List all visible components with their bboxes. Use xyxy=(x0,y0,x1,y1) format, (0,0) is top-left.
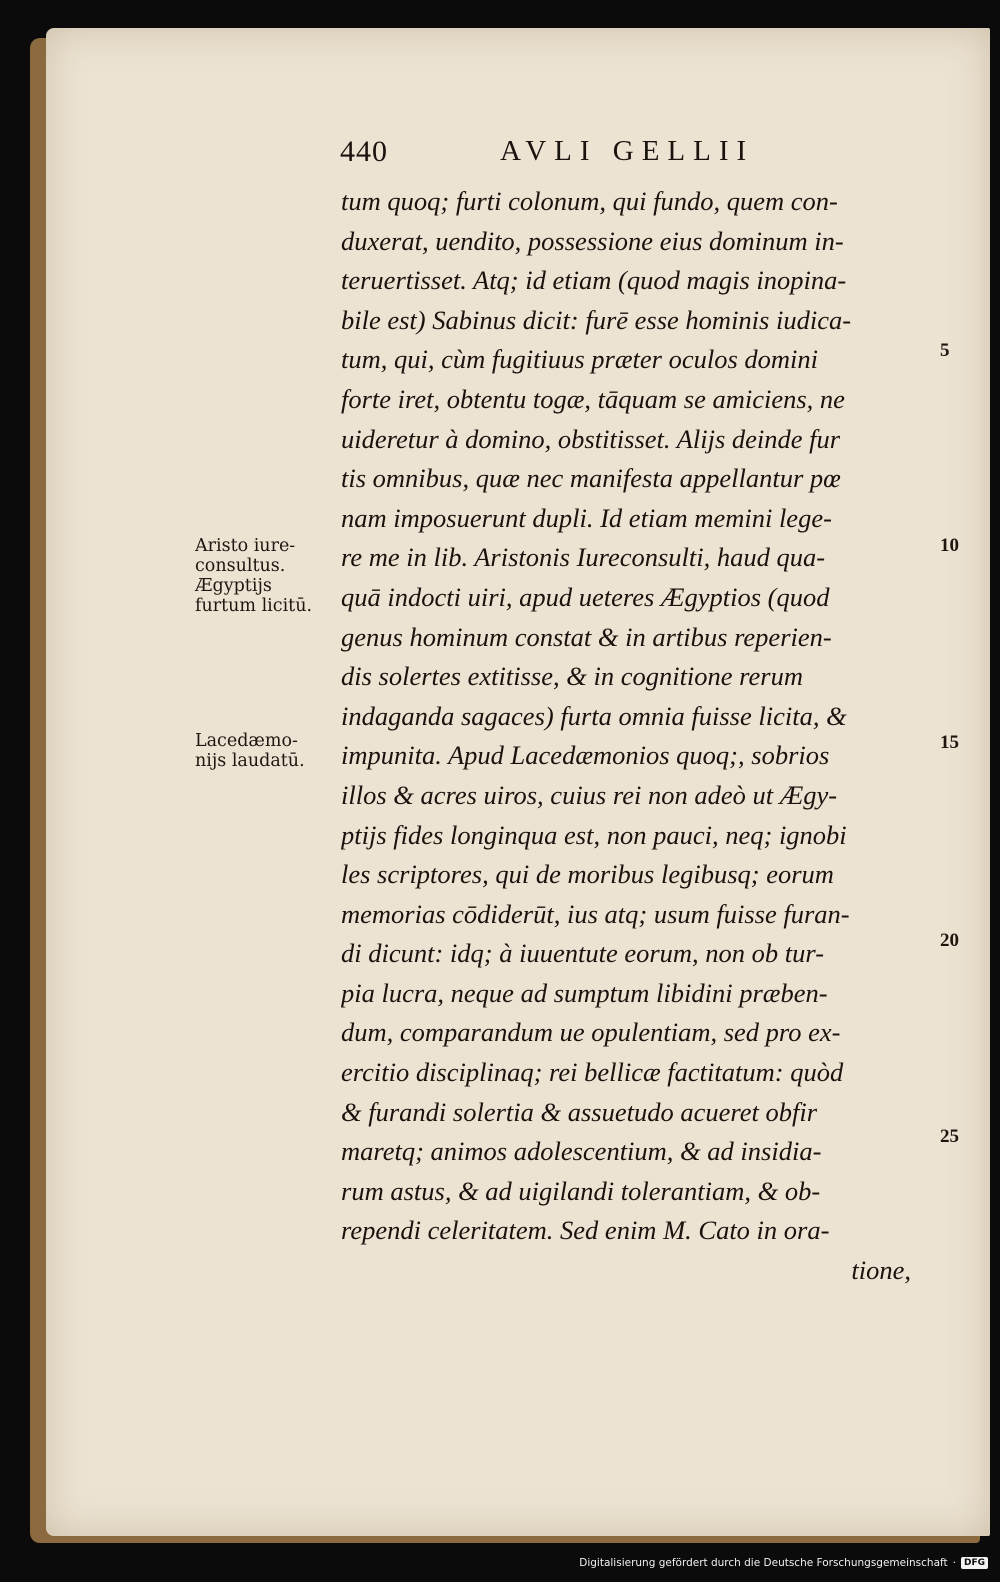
text-line: tis omnibus, quæ nec manifesta appellantur pœ xyxy=(341,463,841,494)
footer-text: Digitalisierung gefördert durch die Deutsche Forschungsgemeinschaft xyxy=(579,1557,948,1569)
text-line: re me in lib. Aristonis Iureconsulti, haud qua- xyxy=(341,542,826,573)
text-line: quā indocti uiri, apud ueteres Ægyptios (quod xyxy=(341,581,830,612)
text-line: ptijs fides longinqua est, non pauci, neq; ignobi xyxy=(341,819,847,850)
text-line: les scriptores, qui de moribus legibusq; eorum xyxy=(341,859,834,890)
marginal-note-lacedaemonii xyxy=(195,731,340,771)
dfg-logo: DFG xyxy=(961,1557,988,1569)
marginal-note-aristo xyxy=(195,536,340,616)
line-number: 5 xyxy=(940,340,950,361)
line-number: 20 xyxy=(940,930,959,951)
marginal-note-line: Aristo iure- xyxy=(195,536,296,556)
digitization-credit xyxy=(579,1553,988,1573)
footer-separator: · xyxy=(952,1557,956,1569)
text-line: maretq; animos adolescentium, & ad insidia- xyxy=(341,1136,822,1167)
text-line: & furandi solertia & assuetudo acueret obfir xyxy=(341,1096,818,1127)
running-title: AVLI GELLII xyxy=(500,135,755,167)
text-line: dis solertes extitisse, & in cognitione rerum xyxy=(341,661,803,692)
text-line: dum, comparandum ue opulentiam, sed pro ex- xyxy=(341,1017,841,1048)
text-line: pia lucra, neque ad sumptum libidini præben- xyxy=(341,977,828,1008)
text-line: illos & acres uiros, cuius rei non adeò ut Ægy- xyxy=(341,779,838,810)
marginal-note-line: Ægyptijs xyxy=(195,576,272,596)
text-line: rum astus, & ad uigilandi tolerantiam, & ob- xyxy=(341,1175,821,1206)
text-line: memorias cōdiderūt, ius atq; usum fuisse furan- xyxy=(341,898,850,929)
text-line: bile est) Sabinus dicit: furē esse hominis iudica- xyxy=(341,304,852,335)
text-line: forte iret, obtentu togæ, tāquam se amiciens, ne xyxy=(341,383,845,414)
text-line: tum quoq; furti colonum, qui fundo, quem con- xyxy=(341,186,838,216)
running-head xyxy=(340,135,780,175)
page-number: 440 xyxy=(340,135,388,168)
text-line: teruertisset. Atq; id etiam (quod magis inopina- xyxy=(341,265,847,296)
text-line: di dicunt: idq; à iuuentute eorum, non ob tur- xyxy=(341,938,825,969)
text-line: impunita. Apud Lacedæmonios quoq;, sobrios xyxy=(341,740,830,771)
line-number: 10 xyxy=(940,535,959,556)
marginal-note-line: Lacedæmo- xyxy=(195,731,298,751)
marginal-note-line: nijs laudatū. xyxy=(195,751,305,771)
text-line: ercitio disciplinaq; rei bellicæ factitatum: quòd xyxy=(341,1057,844,1088)
text-line: tione, xyxy=(851,1255,911,1286)
text-line: nam imposuerunt dupli. Id etiam memini lege- xyxy=(341,502,832,533)
text-line: uideretur à domino, obstitisset. Alijs deinde fur xyxy=(341,423,841,454)
text-line: duxerat, uendito, possessione eius dominum in- xyxy=(341,225,844,256)
text-line: rependi celeritatem. Sed enim M. Cato in ora- xyxy=(341,1215,830,1246)
body-text xyxy=(341,182,911,1291)
text-line: genus hominum constat & in artibus reperien- xyxy=(341,621,832,652)
marginal-note-line: furtum licitū. xyxy=(195,596,313,616)
line-number: 15 xyxy=(940,732,959,753)
text-line: indaganda sagaces) furta omnia fuisse licita, & xyxy=(341,700,847,731)
line-number: 25 xyxy=(940,1126,959,1147)
marginal-note-line: consultus. xyxy=(195,556,286,576)
text-line: tum, qui, cùm fugitiuus præter oculos domini xyxy=(341,344,818,375)
